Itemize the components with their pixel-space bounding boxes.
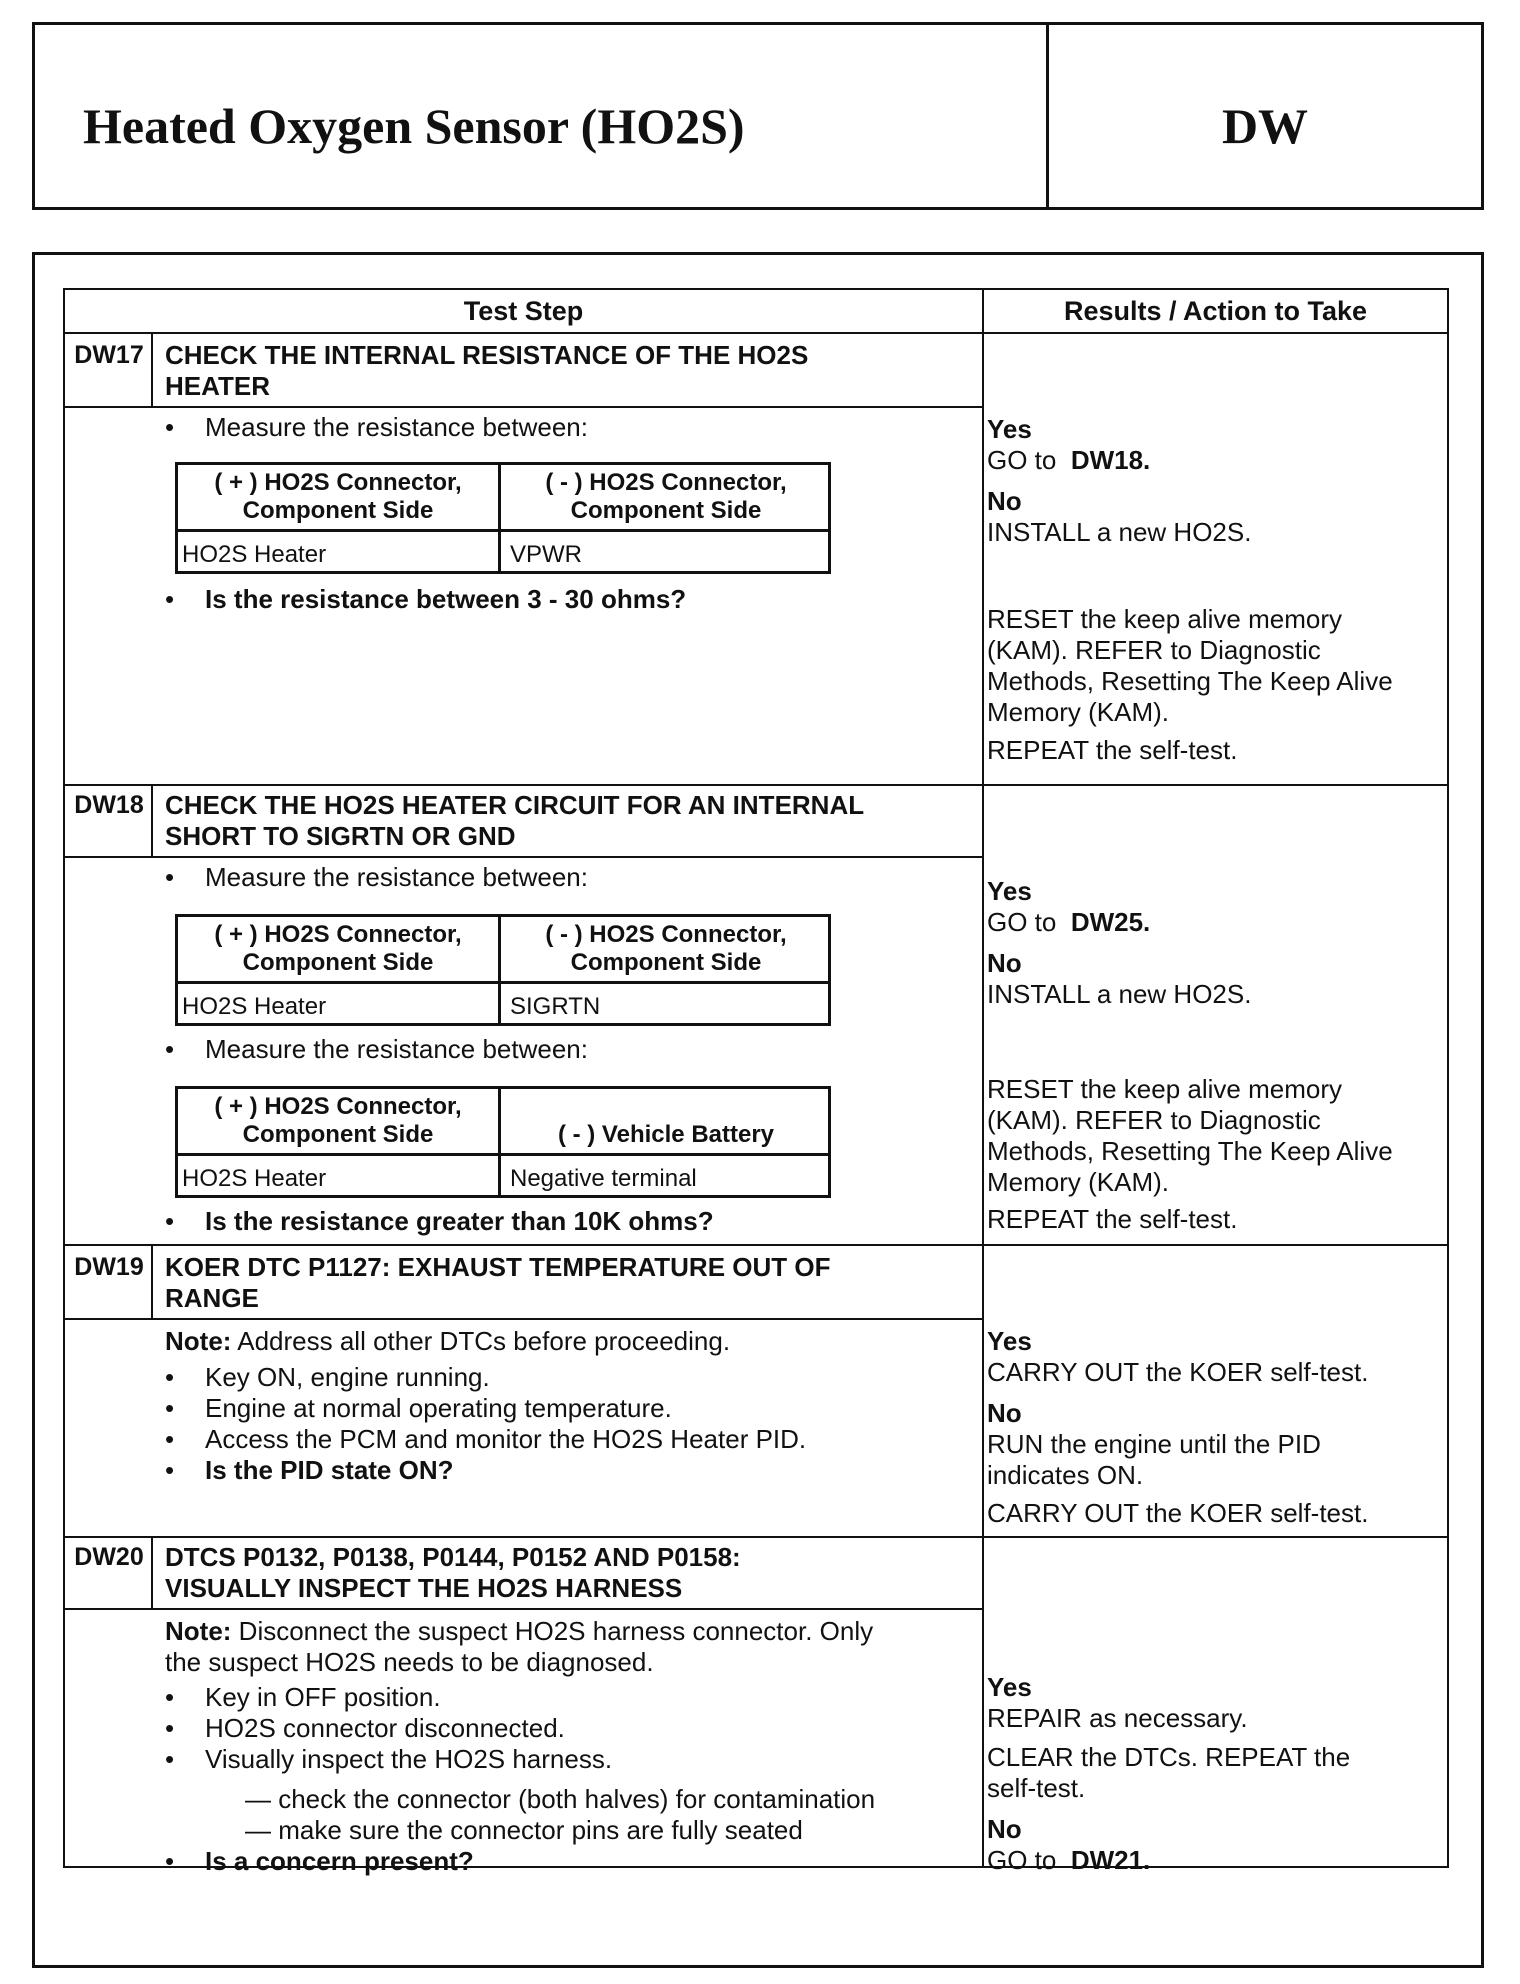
bullet-item: • xyxy=(165,584,175,614)
note-body: Address all other DTCs before proceeding. xyxy=(237,1326,731,1356)
row-divider xyxy=(65,1536,1447,1538)
step-title-line: HEATER xyxy=(165,371,270,401)
clear-line: CLEAR the DTCs. REPEAT the xyxy=(987,1742,1351,1772)
page-title: Heated Oxygen Sensor (HO2S) xyxy=(83,98,745,154)
reset-line: RESET the keep alive memory xyxy=(987,1074,1342,1104)
sub-value: HO2S Heater xyxy=(182,541,327,568)
instruction-text: HO2S connector disconnected. xyxy=(205,1713,565,1743)
row-divider xyxy=(65,406,982,408)
yes-label: Yes xyxy=(987,876,1032,906)
step-title-line: DTCS P0132, P0138, P0144, P0152 AND P0158: xyxy=(165,1542,741,1572)
column-divider xyxy=(982,290,984,1866)
row-divider xyxy=(65,784,1447,786)
row-divider xyxy=(65,856,982,858)
sub-divider xyxy=(178,529,828,532)
step-title-line: CHECK THE HO2S HEATER CIRCUIT FOR AN INTERNAL xyxy=(165,790,865,820)
note-label: Note: xyxy=(165,1326,232,1356)
sub-value: HO2S Heater xyxy=(182,1165,327,1192)
bullet-item: • xyxy=(165,1424,175,1454)
sub-value: Negative terminal xyxy=(510,1165,697,1192)
instruction-text: Engine at normal operating temperature. xyxy=(205,1393,672,1423)
step-id: DW18 xyxy=(74,791,144,819)
connector-table xyxy=(175,462,831,574)
note-text: the suspect HO2S needs to be diagnosed. xyxy=(165,1647,654,1677)
step-id: DW20 xyxy=(74,1543,144,1571)
no-label: No xyxy=(987,1398,1022,1428)
no-label: No xyxy=(987,948,1022,978)
bullet-item: • xyxy=(165,1846,175,1876)
sub-header: ( - ) Vehicle Battery xyxy=(557,1121,775,1148)
no-label: No xyxy=(987,486,1022,516)
step-title-line: SHORT TO SIGRTN OR GND xyxy=(165,821,516,851)
reset-line: (KAM). REFER to Diagnostic xyxy=(987,1105,1321,1135)
connector-table xyxy=(175,1086,831,1198)
clear-line: self-test. xyxy=(987,1773,1086,1803)
id-divider xyxy=(151,332,153,406)
id-divider xyxy=(151,1536,153,1608)
sub-instruction: — make sure the connector pins are fully seated xyxy=(245,1815,803,1845)
sub-header xyxy=(501,921,831,977)
step-title xyxy=(165,340,985,402)
yes-label: Yes xyxy=(987,1326,1032,1356)
yes-action xyxy=(987,445,1447,476)
page-header xyxy=(32,22,1484,210)
row-divider xyxy=(65,332,1447,334)
repeat-line: REPEAT the self-test. xyxy=(987,735,1238,765)
sub-header xyxy=(501,469,831,525)
instruction-text: Measure the resistance between: xyxy=(205,412,588,442)
bullet-item: • xyxy=(165,1362,175,1392)
reset-line: Methods, Resetting The Keep Alive xyxy=(987,1136,1393,1166)
sub-instruction: — check the connector (both halves) for contamination xyxy=(245,1784,876,1814)
no-action xyxy=(987,1845,1447,1876)
sub-header-line: Component Side xyxy=(242,1121,434,1148)
instruction-text: Measure the resistance between: xyxy=(205,862,588,892)
step-question: Is the resistance greater than 10K ohms? xyxy=(205,1206,714,1236)
sub-header-line: Component Side xyxy=(570,497,762,524)
step-question: Is a concern present? xyxy=(205,1846,474,1876)
step-question: Is the resistance between 3 - 30 ohms? xyxy=(205,584,687,614)
sub-header-line: Component Side xyxy=(242,949,434,976)
instruction-text: Access the PCM and monitor the HO2S Heater PID. xyxy=(205,1424,807,1454)
note-text xyxy=(165,1326,730,1357)
column-header-results: Results / Action to Take xyxy=(1063,296,1368,326)
bullet-item: • xyxy=(165,1455,175,1485)
sub-header-line: ( + ) HO2S Connector, xyxy=(214,921,462,948)
sub-header-line: ( + ) HO2S Connector, xyxy=(214,1093,462,1120)
step-reference: DW21. xyxy=(1070,1845,1151,1875)
yes-action: CARRY OUT the KOER self-test. xyxy=(987,1357,1369,1387)
sub-value: VPWR xyxy=(510,541,582,568)
bullet-item: • xyxy=(165,1034,175,1064)
yes-label: Yes xyxy=(987,1672,1032,1702)
reset-line: RESET the keep alive memory xyxy=(987,604,1342,634)
note-text xyxy=(165,1616,873,1647)
no-label: No xyxy=(987,1814,1022,1844)
reset-line: (KAM). REFER to Diagnostic xyxy=(987,635,1321,665)
step-title-line: RANGE xyxy=(165,1283,259,1313)
row-divider xyxy=(65,1608,982,1610)
sub-divider xyxy=(178,981,828,984)
results-text xyxy=(987,414,1447,766)
connector-table xyxy=(175,914,831,1026)
no-action-line: RUN the engine until the PID xyxy=(987,1429,1321,1459)
results-text xyxy=(987,1672,1447,1876)
note-body: Disconnect the suspect HO2S harness connector. Only xyxy=(238,1616,874,1646)
no-action-text: GO to xyxy=(987,1845,1057,1875)
step-id: DW17 xyxy=(74,341,144,369)
sub-value: SIGRTN xyxy=(510,993,601,1020)
note-label: Note: xyxy=(165,1616,232,1646)
sub-header xyxy=(178,1093,498,1149)
instruction-text: Measure the resistance between: xyxy=(205,1034,588,1064)
sub-header-line: ( - ) HO2S Connector, xyxy=(545,921,787,948)
repeat-line: REPEAT the self-test. xyxy=(987,1204,1238,1234)
test-step-table xyxy=(63,288,1449,1876)
yes-action-text: GO to xyxy=(987,445,1057,475)
sub-header xyxy=(178,469,498,525)
bullet-item: • xyxy=(165,1393,175,1423)
bullet-item: • xyxy=(165,1206,175,1236)
row-divider xyxy=(65,1244,1447,1246)
bullet-item: • xyxy=(165,412,175,442)
instruction-text: Key ON, engine running. xyxy=(205,1362,490,1392)
row-divider xyxy=(65,1318,982,1320)
yes-action-text: GO to xyxy=(987,907,1057,937)
step-title-line: CHECK THE INTERNAL RESISTANCE OF THE HO2S xyxy=(165,340,809,370)
step-title xyxy=(165,1542,985,1604)
step-reference: DW25. xyxy=(1070,907,1151,937)
results-text xyxy=(987,876,1447,1235)
step-reference: DW18. xyxy=(1070,445,1151,475)
sub-header-line: Component Side xyxy=(570,949,762,976)
sub-value: HO2S Heater xyxy=(182,993,327,1020)
step-title-line: VISUALLY INSPECT THE HO2S HARNESS xyxy=(165,1573,683,1603)
sub-header-line: Component Side xyxy=(242,497,434,524)
section-code: DW xyxy=(1221,98,1309,154)
bullet-item: • xyxy=(165,1713,175,1743)
step-question: Is the PID state ON? xyxy=(205,1455,454,1485)
instruction-text: Key in OFF position. xyxy=(205,1682,441,1712)
step-title-line: KOER DTC P1127: EXHAUST TEMPERATURE OUT OF xyxy=(165,1252,831,1282)
reset-line: Memory (KAM). xyxy=(987,1167,1169,1197)
sub-header-line: ( - ) HO2S Connector, xyxy=(545,469,787,496)
id-divider xyxy=(151,1244,153,1318)
bullet-item: • xyxy=(165,1744,175,1774)
reset-line: Memory (KAM). xyxy=(987,697,1169,727)
sub-header-line: ( + ) HO2S Connector, xyxy=(214,469,462,496)
sub-divider xyxy=(178,1153,828,1156)
yes-action: REPAIR as necessary. xyxy=(987,1703,1248,1733)
step-title xyxy=(165,1252,985,1314)
no-action-line: CARRY OUT the KOER self-test. xyxy=(987,1498,1369,1528)
step-id: DW19 xyxy=(74,1253,144,1281)
yes-label: Yes xyxy=(987,414,1032,444)
column-header-test-step: Test Step xyxy=(463,296,584,326)
instruction-text: Visually inspect the HO2S harness. xyxy=(205,1744,613,1774)
results-text xyxy=(987,1326,1447,1529)
id-divider xyxy=(151,784,153,856)
no-action: INSTALL a new HO2S. xyxy=(987,979,1252,1009)
no-action: INSTALL a new HO2S. xyxy=(987,517,1252,547)
no-action-line: indicates ON. xyxy=(987,1460,1144,1490)
sub-header xyxy=(178,921,498,977)
bullet-item: • xyxy=(165,1682,175,1712)
step-title xyxy=(165,790,985,852)
bullet-item: • xyxy=(165,862,175,892)
reset-line: Methods, Resetting The Keep Alive xyxy=(987,666,1393,696)
yes-action xyxy=(987,907,1447,938)
